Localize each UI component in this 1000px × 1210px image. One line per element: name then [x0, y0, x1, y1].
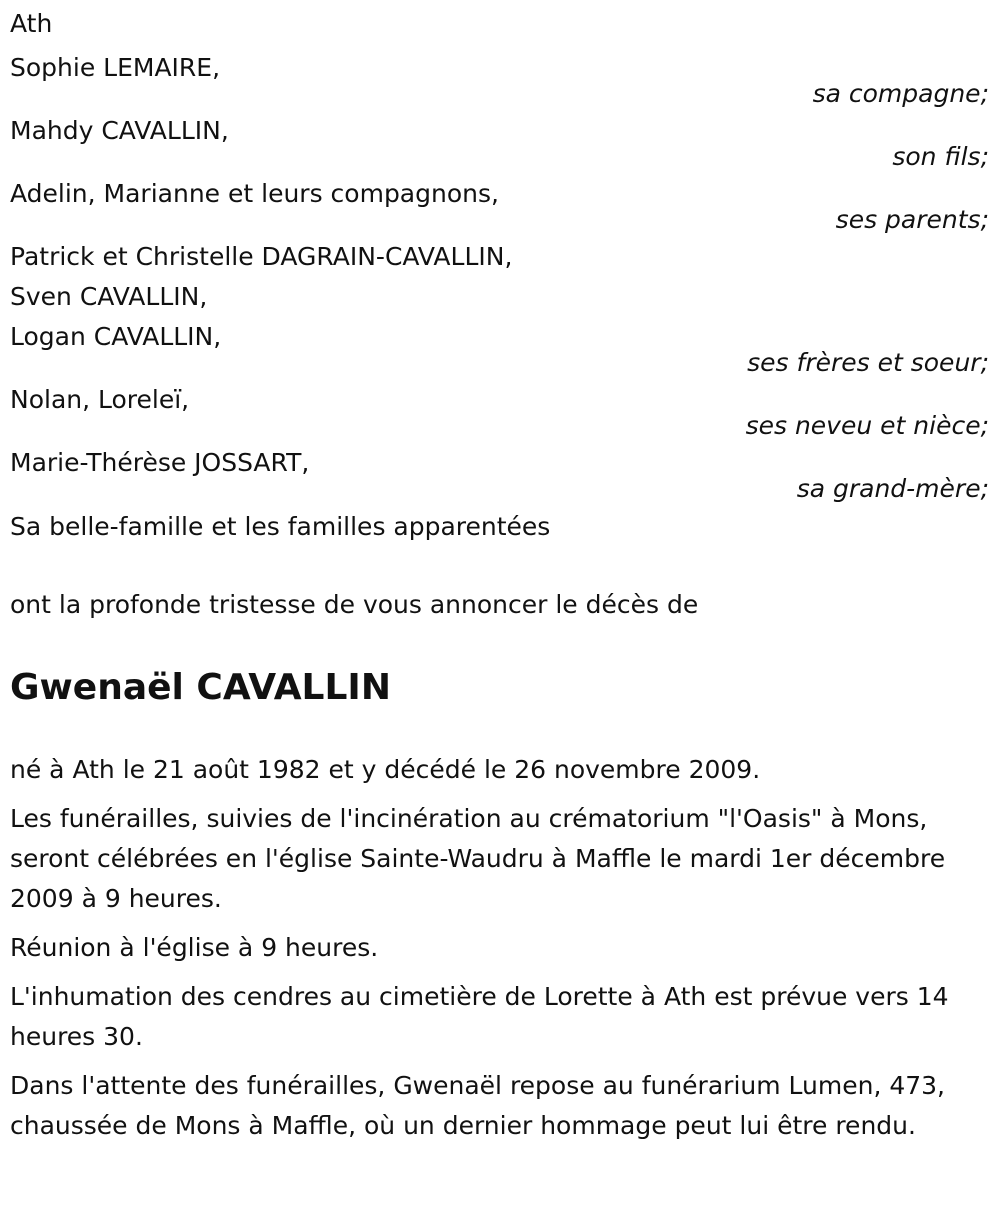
mourner-name: Adelin, Marianne et leurs compagnons,: [10, 179, 499, 208]
mourner-name: Sven CAVALLIN,: [10, 282, 208, 311]
mourner-entry: [10, 48, 990, 106]
mourner-name: Mahdy CAVALLIN,: [10, 116, 229, 145]
viewing-paragraph: Dans l'attente des funérailles, Gwenaël repose au funérarium Lumen, 473, chaussée de Mons à Maffle, où un dernier hommage peut lui être rendu.: [10, 1071, 945, 1140]
mourner-entry: [10, 174, 990, 232]
mourner-name: Marie-Thérèse JOSSART,: [10, 448, 310, 477]
mourner-entry: [10, 443, 990, 501]
mourner-entry: [10, 111, 990, 169]
mourner-relation: ses neveu et nièce;: [745, 411, 989, 440]
mourners-list: [10, 48, 990, 501]
mourner-name: Nolan, Loreleï,: [10, 385, 190, 414]
location-heading: Ath: [10, 9, 53, 38]
mourner-relation: sa grand-mère;: [796, 474, 989, 503]
mourner-name: Patrick et Christelle DAGRAIN-CAVALLIN,: [10, 242, 513, 271]
mourner-relation: sa compagne;: [812, 79, 989, 108]
mourner-name: Sophie LEMAIRE,: [10, 53, 221, 82]
mourner-name: Logan CAVALLIN,: [10, 322, 222, 351]
mourner-entry: [10, 237, 990, 375]
burial-paragraph: L'inhumation des cendres au cimetière de Lorette à Ath est prévue vers 14 heures 30.: [10, 982, 949, 1051]
gathering-paragraph: Réunion à l'église à 9 heures.: [10, 933, 379, 962]
announcement-text: ont la profonde tristesse de vous annoncer le décès de: [10, 590, 699, 619]
deceased-name: Gwenaël CAVALLIN: [10, 667, 391, 708]
birth-death-paragraph: né à Ath le 21 août 1982 et y décédé le 26 novembre 2009.: [10, 755, 761, 784]
details-section: [10, 750, 990, 1146]
mourner-entry: [10, 380, 990, 438]
extended-family-line: Sa belle-famille et les familles apparentées: [10, 512, 551, 541]
mourner-relation: son fils;: [892, 142, 989, 171]
mourner-relation: ses parents;: [835, 205, 989, 234]
mourner-relation: ses frères et soeur;: [747, 348, 989, 377]
funeral-paragraph: Les funérailles, suivies de l'incinération au crématorium "l'Oasis" à Mons, seront célébrées en l'église Sainte-Waudru à Maffle le mardi 1er décembre 2009 à 9 heures.: [10, 804, 946, 913]
